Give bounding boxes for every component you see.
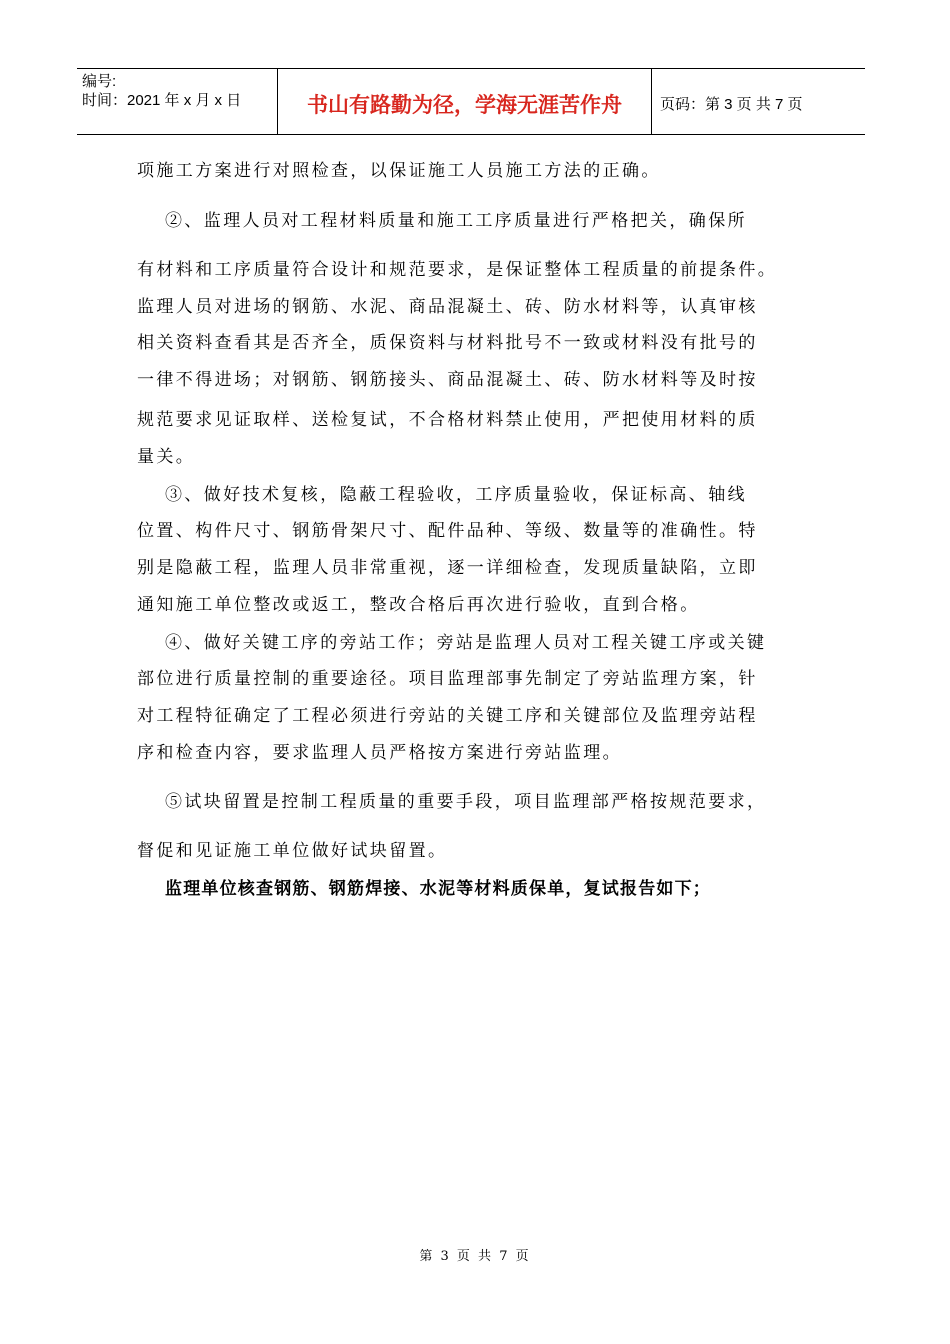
page-header-table <box>77 68 865 135</box>
header-page-code: 页码：第 3 页 共 7 页 <box>660 96 803 113</box>
header-motto-cell <box>278 69 652 134</box>
body-line: 规范要求见证取样、送检复试，不合格材料禁止使用，严把使用材料的质 <box>137 410 758 430</box>
body-line: ⑤试块留置是控制工程质量的重要手段，项目监理部严格按规范要求， <box>165 792 767 812</box>
body-line: 序和检查内容，要求监理人员严格按方案进行旁站监理。 <box>137 743 622 763</box>
header-motto: 书山有路勤为径，学海无涯苦作舟 <box>307 93 622 117</box>
bold-heading-line: 监理单位核查钢筋、钢筋焊接、水泥等材料质保单，复试报告如下； <box>165 879 711 899</box>
body-line: 相关资料查看其是否齐全，质保资料与材料批号不一致或材料没有批号的 <box>137 333 758 353</box>
body-line: 督促和见证施工单位做好试块留置。 <box>137 841 448 861</box>
body-line: 部位进行质量控制的重要途径。项目监理部事先制定了旁站监理方案，针 <box>137 669 758 689</box>
body-line: 监理人员对进场的钢筋、水泥、商品混凝土、砖、防水材料等，认真审核 <box>137 297 758 317</box>
body-line: ②、监理人员对工程材料质量和施工工序质量进行严格把关，确保所 <box>165 211 747 231</box>
document-number-label: 编号: <box>82 73 117 90</box>
document-date: 时间：2021 年 x 月 x 日 <box>82 92 242 109</box>
body-line: 有材料和工序质量符合设计和规范要求，是保证整体工程质量的前提条件。 <box>137 260 778 280</box>
body-line: 位置、构件尺寸、钢筋骨架尺寸、配件品种、等级、数量等的准确性。特 <box>137 521 758 541</box>
body-line: 通知施工单位整改或返工，整改合格后再次进行验收，直到合格。 <box>137 595 700 615</box>
body-line: 项施工方案进行对照检查，以保证施工人员施工方法的正确。 <box>137 161 661 181</box>
body-line: ④、做好关键工序的旁站工作；旁站是监理人员对工程关键工序或关键 <box>165 633 767 653</box>
page-footer: 第 3 页 共 7 页 <box>419 1249 531 1264</box>
header-meta-cell <box>77 69 278 134</box>
body-line: ③、做好技术复核，隐蔽工程验收，工序质量验收，保证标高、轴线 <box>165 485 747 505</box>
body-line: 一律不得进场；对钢筋、钢筋接头、商品混凝土、砖、防水材料等及时按 <box>137 370 758 390</box>
body-line: 别是隐蔽工程，监理人员非常重视，逐一详细检查，发现质量缺陷，立即 <box>137 558 758 578</box>
body-line: 量关。 <box>137 447 196 467</box>
header-page-cell <box>652 69 865 134</box>
body-line: 对工程特征确定了工程必须进行旁站的关键工序和关键部位及监理旁站程 <box>137 706 758 726</box>
